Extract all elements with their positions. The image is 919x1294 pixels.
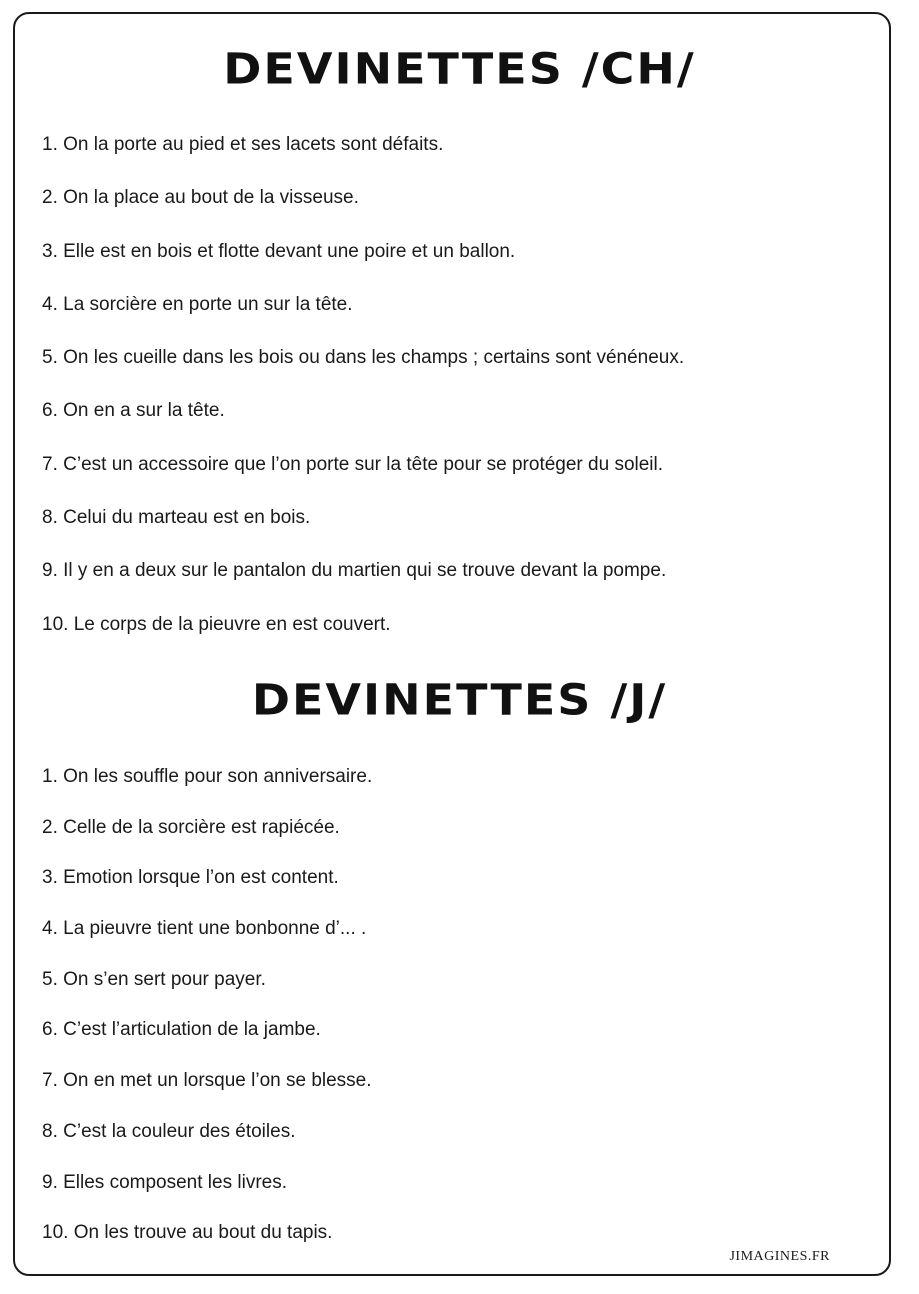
riddle-item: 7. On en met un lorsque l’on se blesse. bbox=[42, 1070, 372, 1092]
riddle-item: 2. On la place au bout de la visseuse. bbox=[42, 187, 359, 209]
riddle-item: 3. Emotion lorsque l’on est content. bbox=[42, 867, 339, 889]
riddle-item: 6. On en a sur la tête. bbox=[42, 400, 225, 422]
riddle-item: 10. On les trouve au bout du tapis. bbox=[42, 1222, 333, 1244]
riddle-item: 10. Le corps de la pieuvre en est couvert. bbox=[42, 613, 391, 635]
riddle-item: 5. On les cueille dans les bois ou dans les champs ; certains sont vénéneux. bbox=[42, 347, 685, 369]
riddle-item: 8. Celui du marteau est en bois. bbox=[42, 507, 311, 529]
site-credit: JIMAGINES.FR bbox=[729, 1249, 830, 1264]
riddle-item: 4. La pieuvre tient une bonbonne d’... . bbox=[42, 918, 367, 940]
riddle-item: 4. La sorcière en porte un sur la tête. bbox=[42, 293, 353, 315]
riddle-item: 9. Il y en a deux sur le pantalon du martien qui se trouve devant la pompe. bbox=[42, 560, 667, 582]
riddle-item: 2. Celle de la sorcière est rapiécée. bbox=[42, 816, 340, 838]
riddle-item: 7. C’est un accessoire que l’on porte sur la tête pour se protéger du soleil. bbox=[42, 453, 664, 475]
riddle-item: 6. C’est l’articulation de la jambe. bbox=[42, 1019, 321, 1041]
riddle-list-j bbox=[42, 766, 372, 1273]
riddle-item: 9. Elles composent les livres. bbox=[42, 1171, 287, 1193]
riddle-list-ch bbox=[42, 134, 684, 667]
riddle-item: 1. On la porte au pied et ses lacets sont défaits. bbox=[42, 134, 444, 155]
riddle-item: 8. C’est la couleur des étoiles. bbox=[42, 1120, 296, 1142]
riddle-item: 5. On s’en sert pour payer. bbox=[42, 968, 266, 990]
riddle-item: 1. On les souffle pour son anniversaire. bbox=[42, 766, 373, 787]
section-title-ch: DEVINETTES /CH/ bbox=[223, 44, 696, 94]
riddle-item: 3. Elle est en bois et flotte devant une poire et un ballon. bbox=[42, 240, 516, 262]
section-title-j: DEVINETTES /J/ bbox=[251, 675, 668, 725]
